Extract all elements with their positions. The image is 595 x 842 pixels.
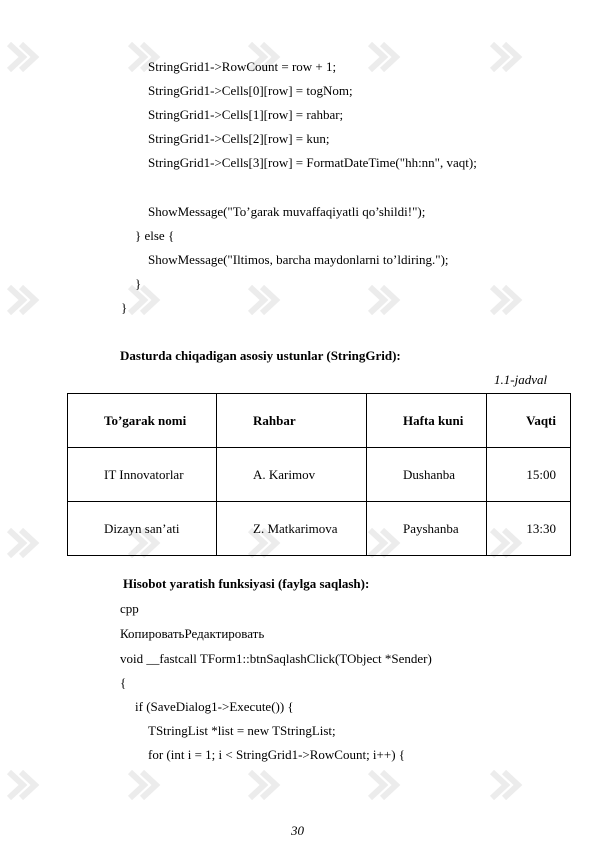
table-cell: Dizayn san’ati	[104, 520, 180, 536]
table-row	[68, 448, 571, 502]
header-cell: Vaqti	[526, 412, 556, 428]
code-line: } else {	[135, 228, 175, 243]
code-line: StringGrid1->RowCount = row + 1;	[148, 59, 337, 74]
table-cell: Dushanba	[403, 466, 455, 482]
section-heading: Hisobot yaratish funksiyasi (faylga saqlash):	[123, 576, 370, 591]
code-line: }	[135, 276, 142, 291]
clubs-table	[67, 393, 571, 556]
header-cell: Hafta kuni	[403, 412, 464, 428]
watermark-icon	[7, 528, 41, 558]
watermark-icon	[490, 770, 524, 800]
code-line: StringGrid1->Cells[3][row] = FormatDateTime("hh:nn", vaqt);	[148, 155, 477, 170]
code-line: TStringList *list = new TStringList;	[148, 723, 336, 738]
table-cell: Z. Matkarimova	[253, 520, 338, 536]
table-cell: 15:00	[526, 466, 556, 482]
code-line: if (SaveDialog1->Execute()) {	[135, 699, 294, 714]
code-line: StringGrid1->Cells[0][row] = togNom;	[148, 83, 353, 98]
code-line: {	[120, 675, 127, 690]
table-cell: Payshanba	[403, 520, 459, 536]
watermark-icon	[248, 285, 282, 315]
watermark-icon	[7, 42, 41, 72]
watermark-icon	[490, 42, 524, 72]
watermark-icon	[7, 770, 41, 800]
code-line: КопироватьРедактировать	[120, 626, 265, 641]
header-cell: To’garak nomi	[104, 412, 187, 428]
watermark-icon	[368, 285, 402, 315]
code-line: StringGrid1->Cells[1][row] = rahbar;	[148, 107, 344, 122]
table-header-row	[68, 394, 571, 448]
code-line: cpp	[120, 601, 139, 616]
code-line: ShowMessage("Iltimos, barcha maydonlarni to’ldiring.");	[148, 252, 449, 267]
table-caption: 1.1-jadval	[494, 372, 548, 387]
watermark-icon	[7, 285, 41, 315]
code-line: ShowMessage("To’garak muvaffaqiyatli qo’shildi!");	[148, 204, 426, 219]
watermark-icon	[368, 42, 402, 72]
section-heading: Dasturda chiqadigan asosiy ustunlar (StringGrid):	[120, 348, 401, 363]
watermark-icon	[490, 285, 524, 315]
code-line: void __fastcall TForm1::btnSaqlashClick(TObject *Sender)	[120, 651, 432, 666]
code-line: StringGrid1->Cells[2][row] = kun;	[148, 131, 330, 146]
header-cell: Rahbar	[253, 412, 296, 428]
watermark-icon	[128, 770, 162, 800]
table-cell: IT Innovatorlar	[104, 466, 184, 482]
watermark-icon	[248, 770, 282, 800]
code-line: for (int i = 1; i < StringGrid1->RowCount; i++) {	[148, 747, 406, 762]
table-row	[68, 502, 571, 556]
table-cell: A. Karimov	[253, 466, 316, 482]
table-cell: 13:30	[526, 520, 556, 536]
watermark-icon	[368, 770, 402, 800]
watermark-icon	[128, 285, 162, 315]
code-line: }	[121, 300, 128, 315]
page-number: 30	[291, 823, 304, 838]
